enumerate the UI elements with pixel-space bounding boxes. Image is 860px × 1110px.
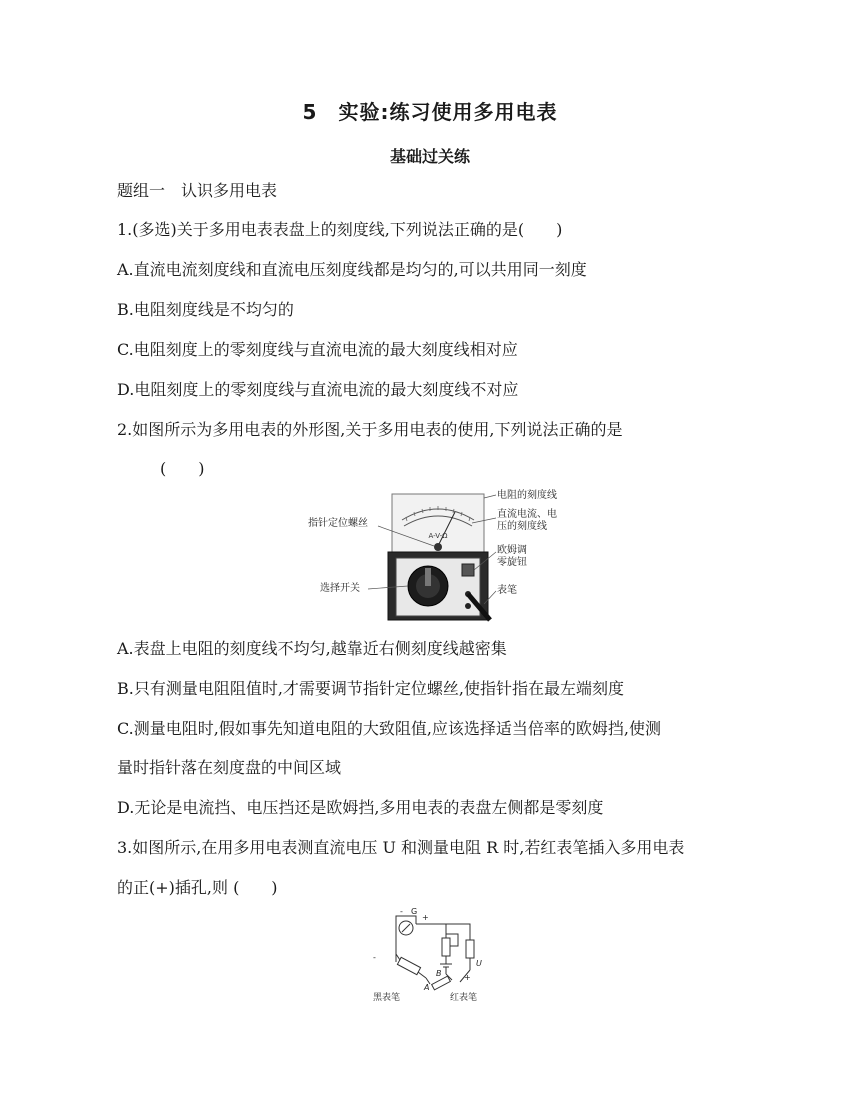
page-title: 5 实验:练习使用多用电表 xyxy=(302,100,558,124)
circuit-diagram xyxy=(368,908,498,1006)
label-galvanometer: G xyxy=(411,908,418,916)
q1-option-c: C.电阻刻度上的零刻度线与直流电流的最大刻度线相对应 xyxy=(117,340,518,359)
ohm-zero-knob xyxy=(462,564,474,576)
label-ohm-knob-2: 零旋钮 xyxy=(497,557,527,568)
label-terminal-b: B xyxy=(436,969,442,978)
label-terminal-a: A xyxy=(424,983,430,992)
group-heading: 题组一 认识多用电表 xyxy=(117,181,278,200)
socket xyxy=(465,603,471,609)
label-selector-switch: 选择开关 xyxy=(320,583,360,594)
label-probe: 表笔 xyxy=(497,585,517,596)
q1-option-d: D.电阻刻度上的零刻度线与直流电流的最大刻度线不对应 xyxy=(117,380,519,399)
resistor-right xyxy=(466,940,474,958)
section-subtitle: 基础过关练 xyxy=(389,147,470,166)
label-ohm-knob-1: 欧姆调 xyxy=(497,545,527,556)
circuit-figure xyxy=(368,908,498,1006)
q2-stem: 2.如图所示为多用电表的外形图,关于多用电表的使用,下列说法正确的是 xyxy=(117,420,623,439)
resistor-inner xyxy=(442,938,450,956)
label-minus-top: - xyxy=(400,908,403,916)
meter-face-text: A-V-Ω xyxy=(428,532,448,540)
label-black-probe: 黑表笔 xyxy=(373,993,401,1003)
q1-stem: 1.(多选)关于多用电表表盘上的刻度线,下列说法正确的是( ) xyxy=(117,220,563,239)
selector-pointer xyxy=(425,568,431,586)
wire xyxy=(418,972,426,978)
label-pointer-screw: 指针定位螺丝 xyxy=(308,518,368,529)
pointer-screw xyxy=(434,543,442,551)
multimeter-figure xyxy=(300,490,560,625)
q3-stem-2: 的正(+)插孔,则 ( ) xyxy=(117,878,278,897)
resistor-left xyxy=(397,957,420,974)
leader-line xyxy=(484,495,496,498)
q2-option-a: A.表盘上电阻的刻度线不均匀,越靠近右侧刻度线越密集 xyxy=(117,639,507,658)
label-plus-right: + xyxy=(464,973,471,982)
label-dc-scale-2: 压的刻度线 xyxy=(497,521,547,532)
q1-option-b: B.电阻刻度线是不均匀的 xyxy=(117,300,294,319)
q1-option-a: A.直流电流刻度线和直流电压刻度线都是均匀的,可以共用同一刻度 xyxy=(117,260,587,279)
q2-option-c-cont: 量时指针落在刻度盘的中间区域 xyxy=(117,758,342,777)
label-resistance-scale: 电阻的刻度线 xyxy=(497,490,557,501)
q2-option-d: D.无论是电流挡、电压挡还是欧姆挡,多用电表的表盘左侧都是零刻度 xyxy=(117,798,604,817)
label-red-probe: 红表笔 xyxy=(450,993,478,1003)
red-probe-symbol xyxy=(432,976,451,990)
label-voltage-u: U xyxy=(476,959,482,968)
q2-option-c: C.测量电阻时,假如事先知道电阻的大致阻值,应该选择适当倍率的欧姆挡,使测 xyxy=(117,719,662,738)
q2-option-b: B.只有测量电阻阻值时,才需要调节指针定位螺丝,使指针指在最左端刻度 xyxy=(117,679,625,698)
wire xyxy=(396,954,400,960)
label-plus-top: + xyxy=(422,913,429,922)
label-dc-scale-1: 直流电流、电 xyxy=(497,509,557,520)
q2-answer-paren: ( ) xyxy=(160,459,205,478)
label-minus-left: - xyxy=(373,953,376,962)
q3-stem-1: 3.如图所示,在用多用电表测直流电压 U 和测量电阻 R 时,若红表笔插入多用电表 xyxy=(117,838,685,857)
